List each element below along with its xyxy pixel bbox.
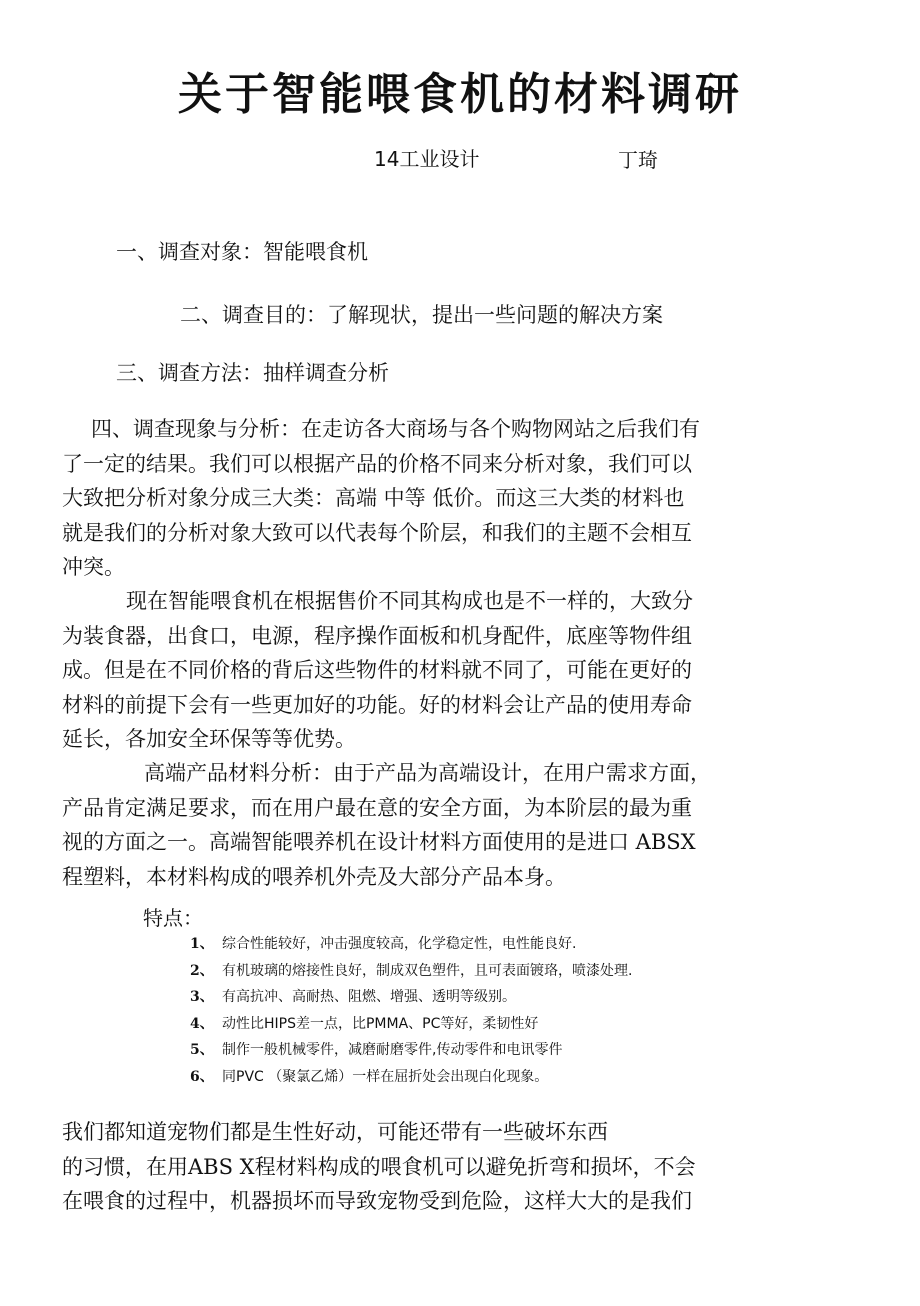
list-item <box>190 1011 632 1038</box>
paragraph-line: 冲突。 <box>62 555 125 579</box>
section-label: 高端产品材料分析： <box>144 761 333 785</box>
list-item-text: 有高抗冲、高耐热、阻燃、增强、透明等级别。 <box>222 989 516 1005</box>
paragraph-line: 材料的前提下会有一些更加好的功能。好的材料会让产品的使用寿命 <box>62 692 692 717</box>
paragraph-line: 产品肯定满足要求，而在用户最在意的安全方面，为本阶层的最为重 <box>62 795 692 820</box>
list-item-number: 3、 <box>190 989 214 1005</box>
paragraph-high-end <box>62 756 807 894</box>
list-item-number: 1、 <box>190 936 214 952</box>
paragraph-line: 就是我们的分析对象大致可以代表每个阶层，和我们的主题不会相互 <box>62 520 692 545</box>
section-survey-method <box>116 357 389 387</box>
paragraph-line: 我们都知道宠物们都是生性好动，可能还带有一些破坏东西 <box>62 1120 608 1144</box>
list-item <box>190 984 632 1011</box>
paragraph-pets <box>62 1115 807 1219</box>
list-item-number: 6、 <box>190 1068 214 1085</box>
section-label: 二、调查目的： <box>180 303 327 327</box>
paragraph-line: 的习惯，在用ABS X程材料构成的喂食机可以避免折弯和损坏，不会 <box>62 1154 696 1179</box>
paragraph-line: 现在智能喂食机在根据售价不同其构成也是不一样的，大致分 <box>126 589 693 613</box>
paragraph-line: 了一定的结果。我们可以根据产品的价格不同来分析对象，我们可以 <box>62 451 692 476</box>
page-title: 关于智能喂食机的材料调研 <box>178 69 742 120</box>
paragraph-line: 由于产品为高端设计，在用户需求方面， <box>333 761 711 785</box>
list-item-number: 5、 <box>190 1042 214 1058</box>
section-analysis <box>62 412 807 585</box>
author-name: 丁琦 <box>618 148 658 172</box>
list-item-text: 同PVC （聚氯乙烯）一样在屈折处会出现白化现象。 <box>222 1068 549 1085</box>
paragraph-components <box>62 584 807 757</box>
list-item <box>190 1064 632 1091</box>
section-survey-object <box>116 236 368 266</box>
list-item-text: 制作一般机械零件，减磨耐磨零件,传动零件和电讯零件 <box>222 1042 563 1058</box>
list-item <box>190 1037 632 1064</box>
paragraph-line: 延长，各加安全环保等等优势。 <box>62 727 356 751</box>
section-label: 四、调查现象与分析： <box>91 417 301 441</box>
section-text: 了解现状，提出一些问题的解决方案 <box>327 303 663 327</box>
paragraph-line: 视的方面之一。高端智能喂养机在设计材料方面使用的是进口 ABSX <box>62 830 696 854</box>
feature-list <box>190 931 632 1090</box>
section-survey-purpose <box>180 299 663 329</box>
features-title: 特点： <box>143 906 203 930</box>
paragraph-line: 在走访各大商场与各个购物网站之后我们有 <box>301 417 700 441</box>
section-text: 智能喂食机 <box>263 240 368 264</box>
paragraph-line: 程塑料，本材料构成的喂养机外壳及大部分产品本身。 <box>62 864 566 889</box>
list-item-number: 2、 <box>190 962 214 979</box>
list-item <box>190 958 632 985</box>
author-class: 14工业设计 <box>374 147 480 171</box>
paragraph-line: 在喂食的过程中，机器损坏而导致宠物受到危险，这样大大的是我们 <box>62 1189 692 1213</box>
section-text: 抽样调查分析 <box>263 361 389 385</box>
list-item <box>190 931 632 958</box>
list-item-text: 动性比HIPS差一点，比PMMA、PC等好，柔韧性好 <box>222 1015 539 1032</box>
list-item-number: 4、 <box>190 1015 214 1032</box>
list-item-text: 综合性能较好，冲击强度较高，化学稳定性，电性能良好. <box>222 936 577 952</box>
paragraph-line: 为装食器，出食口，电源，程序操作面板和机身配件，底座等物件组 <box>62 623 692 648</box>
paragraph-line: 大致把分析对象分成三大类：高端 中等 低价。而这三大类的材料也 <box>62 486 685 510</box>
section-label: 三、调查方法： <box>116 361 263 385</box>
section-label: 一、调查对象： <box>116 240 263 264</box>
list-item-text: 有机玻璃的熔接性良好，制成双色塑件，且可表面镀珞，喷漆处理. <box>222 962 633 979</box>
paragraph-line: 成。但是在不同价格的背后这些物件的材料就不同了，可能在更好的 <box>62 658 692 682</box>
